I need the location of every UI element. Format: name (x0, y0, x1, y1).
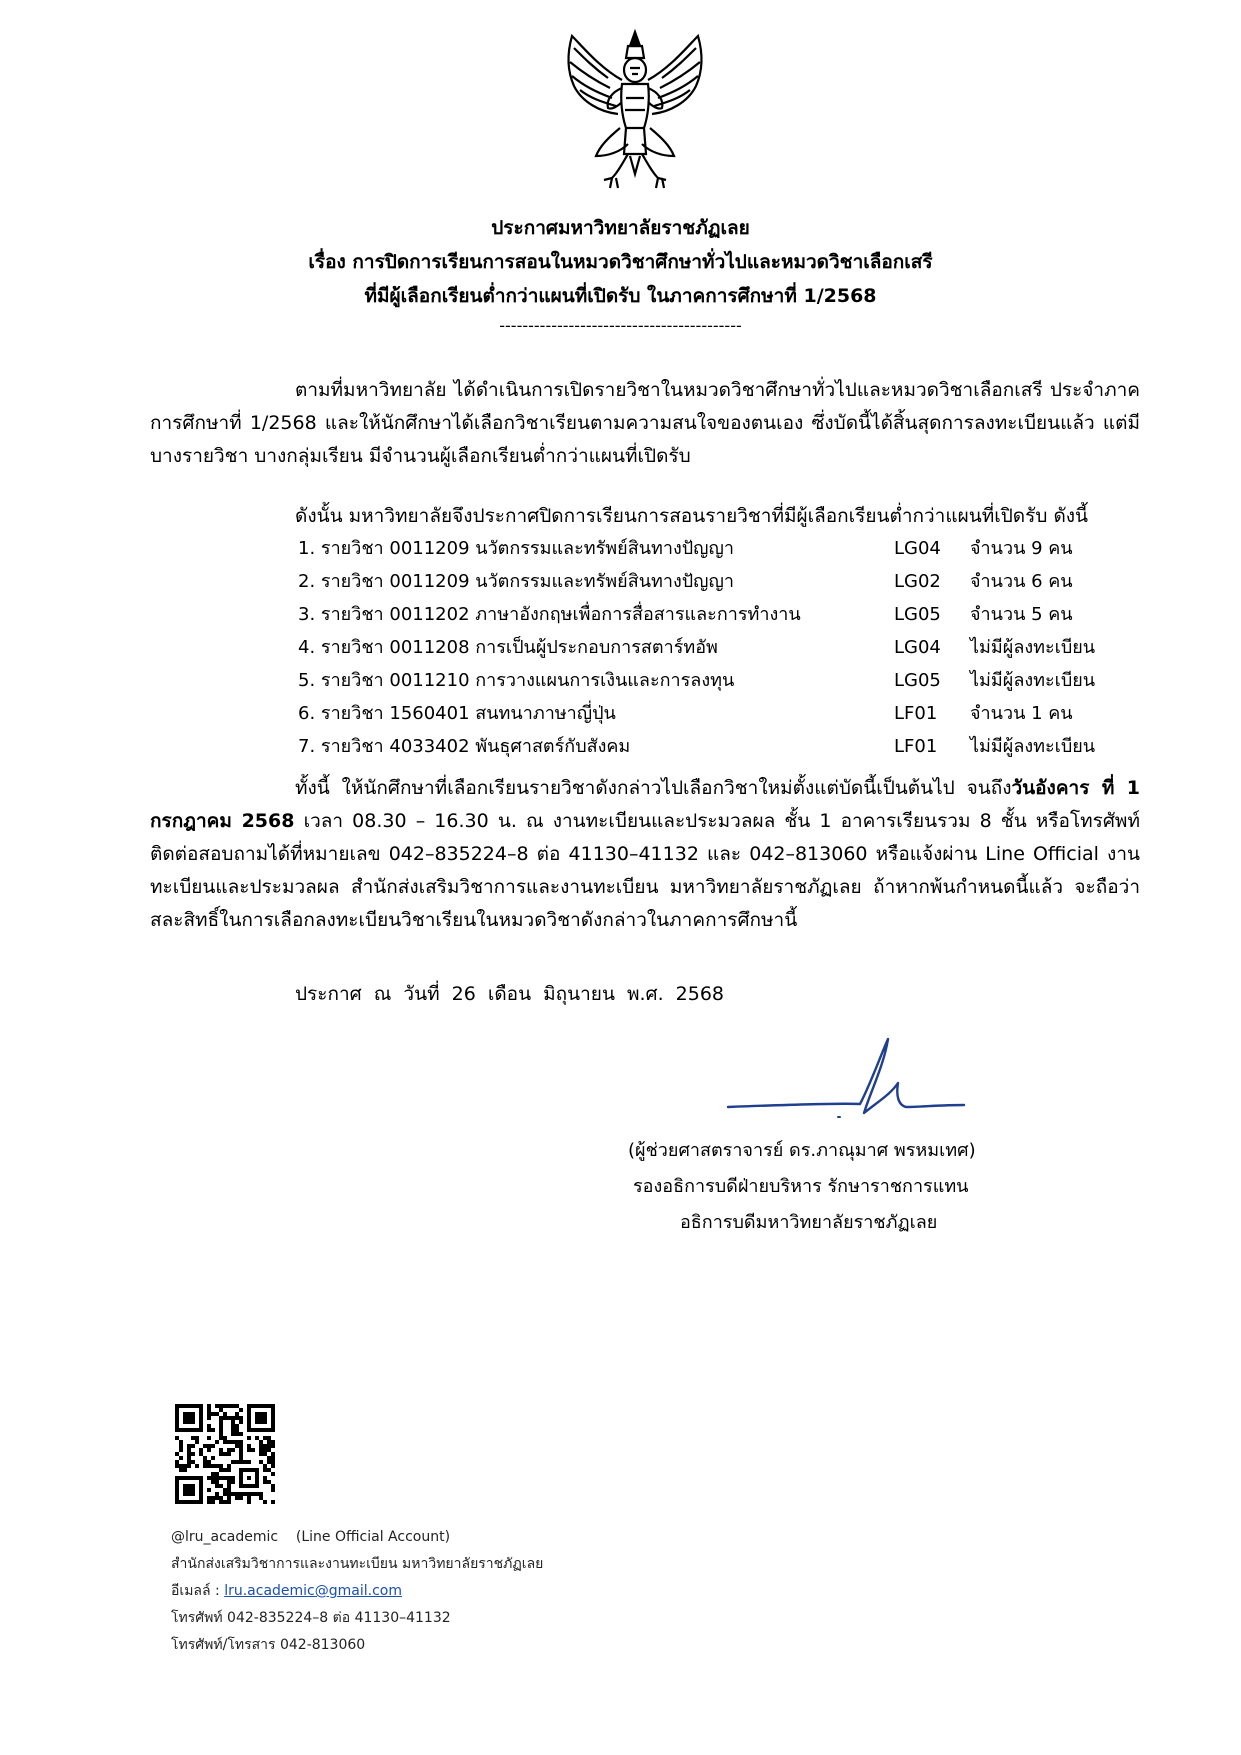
course-enrollment: จำนวน 6 คน (970, 571, 1073, 592)
fax-line: โทรศัพท์/โทรสาร 042-813060 (171, 1637, 366, 1653)
course-description: 5. รายวิชา 0011210 การวางแผนการเงินและการลงทุน (298, 670, 735, 691)
handwritten-signature (720, 1005, 970, 1135)
announcement-date: ประกาศ ณ วันที่ 26 เดือน มิถุนายน พ.ศ. 2568 (295, 983, 725, 1005)
course-row (298, 598, 1128, 631)
signatory-position: รองอธิการบดีฝ่ายบริหาร รักษาราชการแทน (633, 1176, 969, 1197)
deadline-notice (150, 772, 1140, 937)
course-row (298, 664, 1128, 697)
email-line (171, 1578, 543, 1605)
line-official-account: @lru_academic (Line Official Account) (171, 1529, 451, 1545)
course-enrollment: จำนวน 1 คน (970, 703, 1073, 724)
email-label: อีเมลล์ : (171, 1583, 225, 1599)
course-description: 6. รายวิชา 1560401 สนทนาภาษาญี่ปุ่น (298, 703, 616, 724)
notice-text-start: ทั้งนี้ ให้นักศึกษาที่เลือกเรียนรายวิชาดังกล่าวไปเลือกวิชาใหม่ตั้งแต่บัดนี้เป็นต้นไป จนถึง (295, 777, 1012, 799)
course-enrollment: จำนวน 9 คน (970, 538, 1073, 559)
course-description: 4. รายวิชา 0011208 การเป็นผู้ประกอบการสตาร์ทอัพ (298, 637, 718, 658)
signatory-name: (ผู้ช่วยศาสตราจารย์ ดร.ภาณุมาศ พรหมเทศ) (628, 1140, 976, 1161)
course-row (298, 565, 1128, 598)
course-row (298, 631, 1128, 664)
course-row (298, 697, 1128, 730)
course-description: 3. รายวิชา 0011202 ภาษาอังกฤษเพื่อการสื่อสารและการทำงาน (298, 604, 801, 625)
course-enrollment: จำนวน 5 คน (970, 604, 1073, 625)
qr-code[interactable] (175, 1404, 275, 1504)
garuda-emblem (560, 28, 710, 198)
course-description: 1. รายวิชา 0011209 นวัตกรรมและทรัพย์สินทางปัญญา (298, 538, 734, 559)
course-group: LF01 (894, 736, 938, 757)
announcement-subject: เรื่อง การปิดการเรียนการสอนในหมวดวิชาศึกษาทั่วไปและหมวดวิชาเลือกเสรี (308, 251, 933, 273)
course-enrollment: ไม่มีผู้ลงทะเบียน (970, 670, 1096, 691)
course-group: LG02 (894, 571, 941, 592)
course-enrollment: ไม่มีผู้ลงทะเบียน (970, 637, 1096, 658)
announcement-title: ประกาศมหาวิทยาลัยราชภัฏเลย (491, 217, 750, 239)
closure-lead: ดังนั้น มหาวิทยาลัยจึงประกาศปิดการเรียนการสอนรายวิชาที่มีผู้เลือกเรียนต่ำกว่าแผนที่เปิดรับ ดังนี้ (295, 505, 1089, 527)
closed-course-list (298, 532, 1128, 763)
course-row (298, 730, 1128, 763)
signatory-position-acting: อธิการบดีมหาวิทยาลัยราชภัฏเลย (680, 1212, 938, 1233)
course-group: LF01 (894, 703, 938, 724)
heading-divider: ------------------------------------------ (499, 316, 742, 335)
course-group: LG04 (894, 637, 941, 658)
notice-text-end: เวลา 08.30 – 16.30 น. ณ งานทะเบียนและประมวลผล ชั้น 1 อาคารเรียนรวม 8 ชั้น หรือโทรศัพท์ติดต่อสอบถามได้ที่หมายเลข 042–835224–8 ต่อ 41130–41132 และ 042–813060 หรือแจ้งผ่าน Line Official งานทะเบียนและประมวลผล สำนักส่งเสริมวิชาการและงานทะเบียน มหาวิทยาลัยราชภัฏเลย ถ้าหากพ้นกำหนดนี้แล้ว จะถือว่าสละสิทธิ์ในการเลือกลงทะเบียนวิชาเรียนในหมวดวิชาดังกล่าวในภาคการศึกษานี้ (150, 810, 1140, 931)
intro-paragraph: ตามที่มหาวิทยาลัย ได้ดำเนินการเปิดรายวิชาในหมวดวิชาศึกษาทั่วไปและหมวดวิชาเลือกเสรี ประจำภาคการศึกษาที่ 1/2568 และให้นักศึกษาได้เลือกวิชาเรียนตามความสนใจของตนเอง ซึ่งบัดนี้ได้สิ้นสุดการลงทะเบียนแล้ว แต่มีบางรายวิชา บางกลุ่มเรียน มีจำนวนผู้เลือกเรียนต่ำกว่าแผนที่เปิดรับ (150, 379, 1140, 467)
notice-deadline: วันอังคาร ที่ 1 กรกฎาคม 2568 (150, 777, 1140, 832)
announcement-subject-line2: ที่มีผู้เลือกเรียนต่ำกว่าแผนที่เปิดรับ ในภาคการศึกษาที่ 1/2568 (364, 285, 877, 307)
course-group: LG04 (894, 538, 941, 559)
course-group: LG05 (894, 670, 941, 691)
course-description: 7. รายวิชา 4033402 พันธุศาสตร์กับสังคม (298, 736, 631, 757)
office-name: สำนักส่งเสริมวิชาการและงานทะเบียน มหาวิทยาลัยราชภัฏเลย (171, 1556, 544, 1572)
contact-footer (171, 1524, 543, 1659)
course-row (298, 532, 1128, 565)
email-link[interactable]: lru.academic@gmail.com (224, 1583, 402, 1599)
course-group: LG05 (894, 604, 941, 625)
phone-line: โทรศัพท์ 042-835224–8 ต่อ 41130–41132 (171, 1610, 451, 1626)
course-description: 2. รายวิชา 0011209 นวัตกรรมและทรัพย์สินทางปัญญา (298, 571, 734, 592)
course-enrollment: ไม่มีผู้ลงทะเบียน (970, 736, 1096, 757)
